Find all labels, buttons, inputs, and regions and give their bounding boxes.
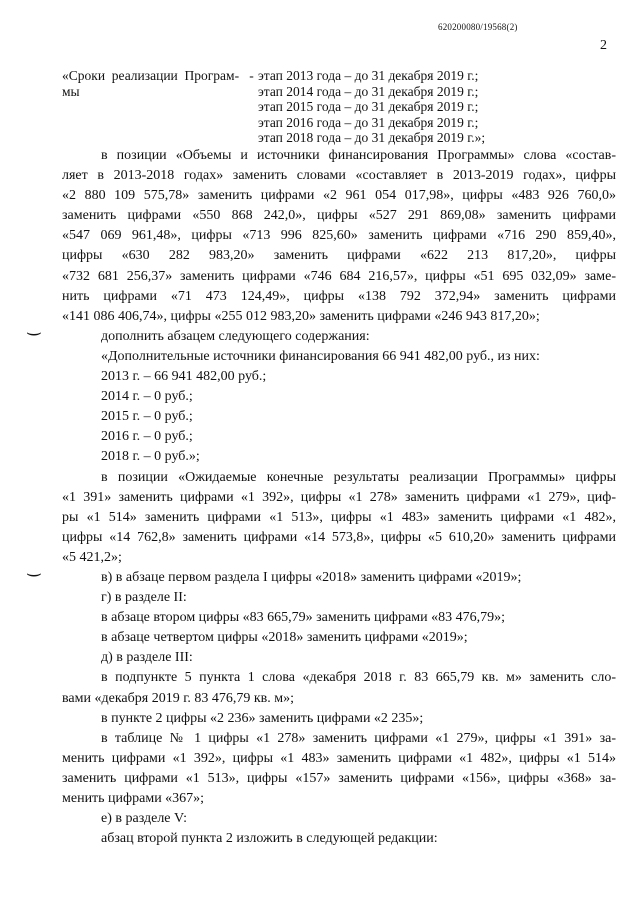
- text-line: нить цифрами «71 473 124,49», цифры «138 792 372,94» заменить цифрами: [62, 288, 616, 304]
- text-line: «5 421,2»;: [62, 549, 122, 565]
- text-line: 2013 г. – 66 941 482,00 руб.;: [101, 369, 267, 385]
- text-line: 2015 г. – 0 руб.;: [101, 409, 193, 425]
- text-line: цифры «14 762,8» заменить цифрами «14 573,8», цифры «5 610,20» заменить цифрами: [62, 529, 616, 545]
- stage-line: этап 2018 года – до 31 декабря 2019 г.»;: [258, 130, 486, 146]
- margin-mark: ⌣: [25, 322, 43, 342]
- text-line: г) в разделе II:: [101, 590, 187, 606]
- term-label: [62, 68, 254, 100]
- text-line: «Дополнительные источники финансирования 66 941 482,00 руб., из них:: [101, 348, 540, 364]
- text-line: в пункте 2 цифры «2 236» заменить цифрами «2 235»;: [101, 710, 424, 726]
- page-number: 2: [600, 38, 607, 53]
- text-line: «1 391» заменить цифрами «1 392», цифры «1 278» заменить цифрами «1 279», циф-: [62, 489, 616, 505]
- text-line: заменить цифрами «550 868 242,0», цифры «527 291 869,08» заменить цифрами: [62, 208, 616, 224]
- text-line: 2014 г. – 0 руб.;: [101, 389, 193, 405]
- text-line: в подпункте 5 пункта 1 слова «декабря 2018 г. 83 665,79 кв. м» заменить сло-: [101, 670, 616, 686]
- stage-line: этап 2013 года – до 31 декабря 2019 г.;: [258, 68, 479, 83]
- document-id: 620200080/19568(2): [438, 22, 518, 32]
- text-line: д) в разделе III:: [101, 650, 193, 666]
- text-line: менить цифрами «1 392», цифры «1 483» заменить цифрами «1 482», цифры «1 514»: [62, 750, 616, 766]
- text-line: абзац второй пункта 2 изложить в следующей редакции:: [101, 831, 438, 847]
- text-line: «547 069 961,48», цифры «713 996 825,60» заменить цифрами «716 290 859,40»,: [62, 228, 616, 244]
- text-line: цифры «630 282 983,20» заменить цифрами «622 213 817,20», цифры: [62, 248, 616, 264]
- text-line: в абзаце втором цифры «83 665,79» заменить цифрами «83 476,79»;: [101, 610, 505, 626]
- text-line: в позиции «Ожидаемые конечные результаты реализации Программы» цифры: [101, 469, 616, 485]
- text-line: 2018 г. – 0 руб.»;: [101, 449, 200, 465]
- text-line: ляет в 2013-2018 годах» заменить словами «составляет в 2013-2019 годах», цифры: [62, 168, 616, 184]
- text-line: ры «1 514» заменить цифрами «1 513», цифры «1 483» заменить цифрами «1 482»,: [62, 509, 616, 525]
- text-line: «141 086 406,74», цифры «255 012 983,20» заменить цифрами «246 943 817,20»;: [62, 308, 540, 324]
- text-line: 2016 г. – 0 руб.;: [101, 429, 193, 445]
- text-line: менить цифрами «367»;: [62, 791, 205, 806]
- term-stages: [258, 68, 485, 146]
- margin-mark: ⌣: [25, 563, 43, 583]
- text-line: в таблице № 1 цифры «1 278» заменить цифрами «1 279», цифры «1 391» за-: [101, 730, 616, 746]
- stage-line: этап 2014 года – до 31 декабря 2019 г.;: [258, 83, 479, 99]
- text-line: в абзаце четвертом цифры «2018» заменить цифрами «2019»;: [101, 630, 468, 646]
- stage-line: этап 2015 года – до 31 декабря 2019 г.;: [258, 99, 479, 115]
- term-label-line: мы: [62, 84, 80, 99]
- document-body: [62, 146, 616, 849]
- text-line: заменить цифрами «1 513», цифры «157» заменить цифрами «156», цифры «368» за-: [62, 770, 616, 786]
- text-line: дополнить абзацем следующего содержания:: [101, 328, 370, 344]
- term-label-line: «Сроки реализации Програм- -: [62, 68, 254, 83]
- text-line: е) в разделе V:: [101, 811, 187, 827]
- text-line: «2 880 109 575,78» заменить цифрами «2 961 054 017,98», цифры «483 926 760,0»: [62, 188, 616, 204]
- text-line: в) в абзаце первом раздела I цифры «2018» заменить цифрами «2019»;: [101, 569, 522, 585]
- text-line: вами «декабря 2019 г. 83 476,79 кв. м»;: [62, 690, 295, 706]
- stage-line: этап 2016 года – до 31 декабря 2019 г.;: [258, 114, 479, 130]
- text-line: «732 681 256,37» заменить цифрами «746 684 216,57», цифры «51 695 032,09» заме-: [62, 268, 616, 284]
- text-line: в позиции «Объемы и источники финансирования Программы» слова «состав-: [101, 148, 616, 163]
